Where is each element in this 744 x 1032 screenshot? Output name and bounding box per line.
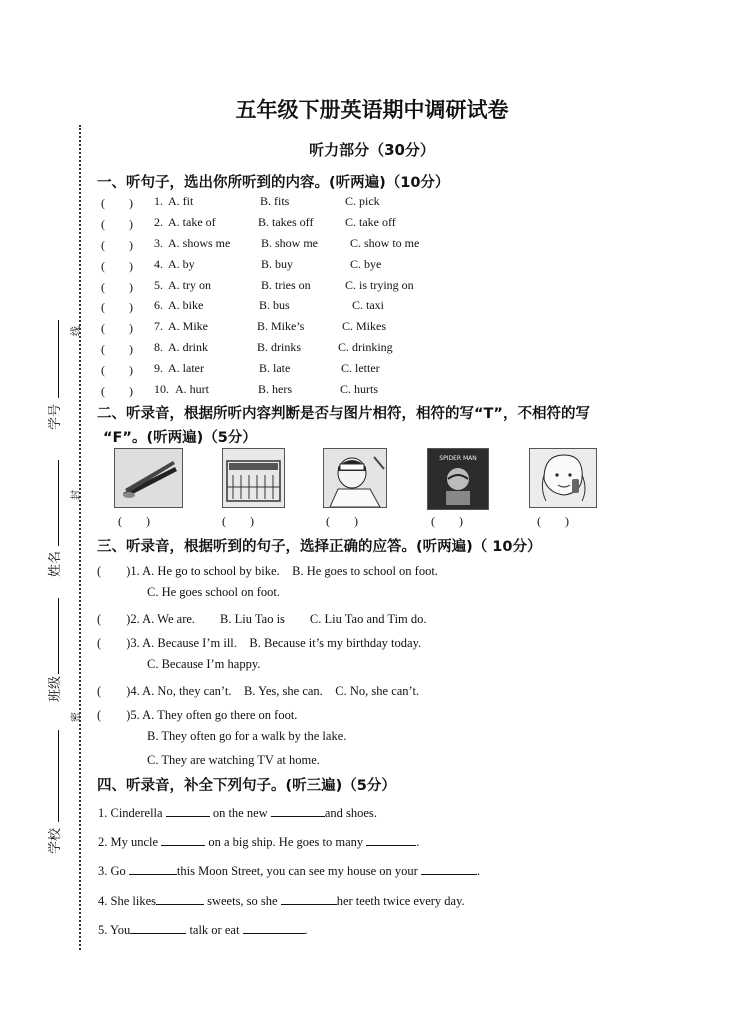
sentence-part: 3. Go [98,864,129,878]
option-b: B. tries on [261,278,311,292]
section2-heading-line2: “F”。(听两遍)（5分） [103,430,257,446]
answer-paren: ( ) [101,280,133,294]
sentence-part: this Moon Street, you can see my house on your [176,864,421,878]
option-b: B. drinks [257,340,302,354]
binding-label-student-id: 学号 [48,403,63,430]
option-b: B. buy [261,257,294,271]
question-number: 9. [154,361,163,375]
sentence-part: on the new [209,806,271,820]
question-number: 6. [154,298,163,312]
section3-heading: 三、听录音，根据听到的句子，选择正确的应答。(听两遍)（ 10分） [97,539,542,555]
section4-heading: 四、听录音，补全下列句子。(听三遍)（5分） [97,778,396,794]
question-number: 2. [154,215,163,229]
sentence-part: . [304,923,308,937]
option-a: A. shows me [168,236,231,250]
option-c: C. is trying on [345,278,414,292]
answer-paren: ( ) [101,321,133,335]
binding-dotted-line [79,125,81,950]
fill-in-sentence [98,863,480,879]
question-number: 8. [154,340,163,354]
school-blank [58,730,59,822]
option-b: B. late [259,361,291,375]
response-line: ( )4. A. No, they can’t. B. Yes, she can. C. No, she can’t. [97,684,420,698]
response-line: C. Because I’m happy. [147,657,261,671]
fill-in-sentence [98,922,308,938]
student-id-blank [58,320,59,398]
option-a: A. by [168,257,195,271]
question-number: 5. [154,278,163,292]
binding-label-class: 班级 [48,675,63,702]
picture-answer-paren: ( ) [326,514,358,528]
binding-mark-line: 线 [71,326,82,336]
option-c: C. Mikes [342,319,387,333]
option-b: B. fits [260,194,290,208]
option-c: C. pick [345,194,380,208]
sentence-part: sweets, so she [203,894,281,908]
fill-in-sentence [98,805,377,821]
answer-blank[interactable] [421,863,477,875]
answer-paren: ( ) [101,363,133,377]
name-blank [58,460,59,546]
option-b: B. takes off [258,215,314,229]
response-line: C. They are watching TV at home. [147,753,320,767]
response-line: ( )5. A. They often go there on foot. [97,708,298,722]
picture-answer-paren: ( ) [222,514,254,528]
answer-blank[interactable] [129,863,177,875]
answer-blank[interactable] [366,834,416,846]
sentence-part: and shoes. [324,806,377,820]
sick-child-icon [324,449,386,507]
fill-in-sentence [98,834,419,850]
option-b: B. bus [259,298,290,312]
question-number: 10. [154,382,169,396]
option-c: C. letter [341,361,380,375]
answer-blank[interactable] [156,893,204,905]
option-b: B. show me [261,236,318,250]
option-c: C. taxi [352,298,384,312]
answer-blank[interactable] [161,834,205,846]
sentence-part: 5. You [98,923,131,937]
answer-blank[interactable] [130,922,186,934]
option-b: B. hers [258,382,292,396]
picture-movie-poster [427,448,489,510]
binding-label-school: 学校 [48,827,63,854]
answer-paren: ( ) [101,217,133,231]
sentence-part: her teeth twice every day. [336,894,465,908]
response-line: C. He goes school on foot. [147,585,280,599]
sentence-part: on a big ship. He goes to many [205,835,367,849]
question-number: 1. [154,194,163,208]
option-c: C. show to me [350,236,420,250]
response-line: ( )3. A. Because I’m ill. B. Because it’s my birthday today. [97,636,422,650]
picture-sick-child [323,448,387,508]
class-blank [58,598,59,674]
option-a: A. fit [168,194,194,208]
response-line: B. They often go for a walk by the lake. [147,729,347,743]
option-a: A. take of [168,215,216,229]
option-c: C. drinking [338,340,393,354]
binding-mark-seal: 封 [71,490,82,500]
option-a: A. drink [168,340,208,354]
option-a: A. hurt [175,382,209,396]
picture-girl-phone [529,448,597,508]
poster-text: SPIDER MAN [439,455,477,462]
picture-shop [222,448,285,508]
girl-phone-icon [530,449,596,507]
sentence-part: . [416,835,420,849]
question-number: 7. [154,319,163,333]
option-a: A. bike [168,298,204,312]
answer-blank[interactable] [281,893,337,905]
option-c: C. take off [345,215,396,229]
response-line: ( )2. A. We are. B. Liu Tao is C. Liu Tao and Tim do. [97,612,427,626]
answer-blank[interactable] [271,805,325,817]
picture-answer-paren: ( ) [118,514,150,528]
option-a: A. try on [168,278,211,292]
sentence-part: 2. My uncle [98,835,162,849]
shop-icon [223,449,284,507]
answer-paren: ( ) [101,300,133,314]
question-number: 4. [154,257,163,271]
sentence-part: talk or eat [186,923,243,937]
chopsticks-icon [115,449,182,507]
sentence-part: . [476,864,481,878]
section1-heading: 一、听句子，选出你所听到的内容。(听两遍)（10分） [97,175,450,191]
page-subtitle: 听力部分（30分） [309,141,435,159]
picture-answer-paren: ( ) [537,514,569,528]
sentence-part: 4. She likes [98,894,156,908]
question-number: 3. [154,236,163,250]
sentence-part: 1. Cinderella [98,806,166,820]
option-b: B. Mike’s [257,319,305,333]
binding-mark-secret: 密 [71,712,82,722]
answer-paren: ( ) [101,342,133,356]
answer-blank[interactable] [243,922,305,934]
response-line: ( )1. A. He go to school by bike. B. He goes to school on foot. [97,564,438,578]
answer-paren: ( ) [101,196,133,210]
fill-in-sentence [98,893,465,909]
section2-heading-line1: 二、听录音，根据所听内容判断是否与图片相符，相符的写“T”，不相符的写 [97,406,590,422]
answer-paren: ( ) [101,384,133,398]
page-title: 五年级下册英语期中调研试卷 [235,98,509,122]
picture-chopsticks [114,448,183,508]
movie-poster-icon [428,449,488,509]
answer-paren: ( ) [101,238,133,252]
option-c: C. bye [350,257,382,271]
option-a: A. Mike [168,319,208,333]
option-a: A. later [168,361,204,375]
answer-blank[interactable] [166,805,210,817]
answer-paren: ( ) [101,259,133,273]
picture-answer-paren: ( ) [431,514,463,528]
binding-label-name: 姓名 [48,550,63,577]
option-c: C. hurts [340,382,379,396]
